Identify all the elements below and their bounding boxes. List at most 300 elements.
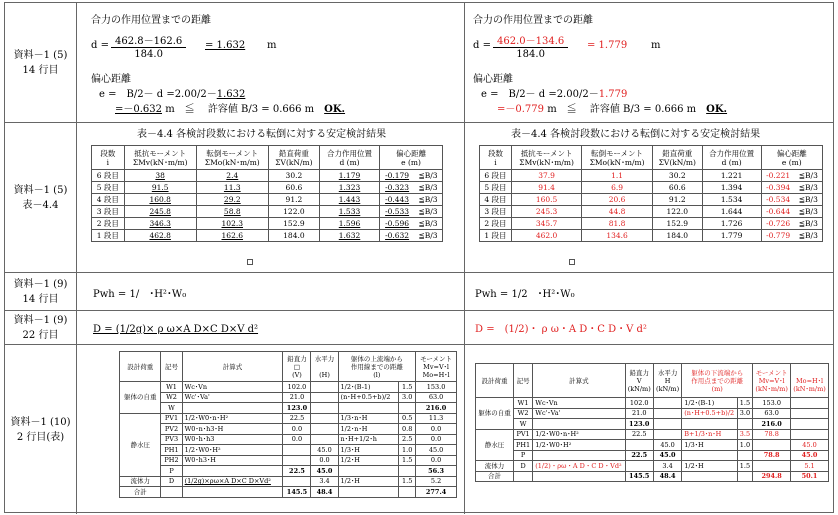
row-label: 資料－1 (9) 22 行目 — [5, 311, 77, 344]
table-cell: 3 段目 — [480, 206, 512, 218]
table-cell: 160.5 — [511, 194, 581, 206]
table-cell — [533, 450, 625, 461]
table-cell: 1/2･H — [338, 455, 399, 466]
table-cell — [753, 440, 791, 451]
e-formula: e = B/2－ d =2.00/2－1.779 — [481, 89, 628, 100]
table-cell: 81.8 — [582, 218, 653, 230]
table-cell: ≦B/3 — [795, 182, 823, 194]
table-cell: 122.0 — [652, 206, 702, 218]
table-cell: (n･H+0.5+b)/2 — [338, 392, 399, 403]
table-cell — [283, 455, 311, 466]
table-cell — [533, 419, 625, 430]
table-cell: 60.6 — [268, 182, 319, 194]
e-formula: e = B/2－ d =2.00/2－1.632 — [99, 89, 246, 100]
table-row — [476, 398, 829, 409]
e-result: =－0.779 m ≦ 許容値 B/3 = 0.666 m OK. — [497, 104, 728, 115]
table-cell — [311, 424, 338, 435]
table-cell — [625, 461, 653, 472]
table-cell: 45.0 — [311, 466, 338, 477]
table-cell: 152.9 — [268, 218, 319, 230]
column-header: 抵抗モーメント ΣMv(kN･m/m) — [124, 146, 196, 170]
table-cell: W0･h･h3 — [182, 434, 283, 445]
table-cell — [311, 392, 338, 403]
table-cell: 22.5 — [625, 450, 653, 461]
table-cell: 245.8 — [124, 206, 196, 218]
group-cell: 静水圧 — [476, 429, 514, 461]
table-cell: ≦B/3 — [414, 170, 442, 182]
table-cell — [182, 487, 283, 498]
table-cell — [182, 466, 283, 477]
table-cell: 3.4 — [653, 461, 681, 472]
table-cell: 38 — [124, 170, 196, 182]
table-cell: 160.8 — [124, 194, 196, 206]
header-row — [480, 146, 823, 170]
table-cell: ≦B/3 — [795, 194, 823, 206]
table-row — [120, 413, 457, 424]
table-cell: W — [513, 419, 532, 430]
table-cell: 45.0 — [791, 440, 829, 451]
d-label: d = — [91, 40, 109, 51]
table-cell: 60.6 — [652, 182, 702, 194]
table-cell — [682, 419, 737, 430]
table-cell: ≦B/3 — [414, 230, 442, 242]
table-cell: (n･H+0.5+b)/2 — [682, 408, 737, 419]
table-cell: 1/2･(B-1) — [338, 382, 399, 393]
table-cell: 102.3 — [196, 218, 268, 230]
table-row — [476, 461, 829, 472]
table-cell: 3 段目 — [92, 206, 125, 218]
column-header: 鉛直力 □ (V) — [283, 352, 311, 382]
table-cell — [653, 429, 681, 440]
table-cell: B+1/3･n･H — [682, 429, 737, 440]
left-cell — [77, 123, 465, 272]
table-cell — [182, 403, 283, 414]
table-cell: 1/2･W0･H² — [182, 445, 283, 456]
pwh-formula: Pwh = 1/2 ･H²･W₀ — [475, 289, 575, 300]
table-cell: P — [161, 466, 182, 477]
column-header: 水平力 (H) — [311, 352, 338, 382]
header-row — [120, 352, 457, 382]
left-cell — [77, 311, 465, 344]
table-cell: PH1 — [161, 445, 182, 456]
table-cell: W0･n･h3･H — [182, 424, 283, 435]
table-cell: 0.0 — [311, 455, 338, 466]
table-cell: 1.779 — [702, 230, 761, 242]
table-cell: ≦B/3 — [414, 194, 442, 206]
table-cell: 1.533 — [319, 206, 379, 218]
table-cell: -0.394 — [761, 182, 795, 194]
table-cell: 153.0 — [416, 382, 457, 393]
table-cell: P — [513, 450, 532, 461]
table-cell: 1.179 — [319, 170, 379, 182]
column-header: 記号 — [161, 352, 182, 382]
table-cell — [791, 419, 829, 430]
table-cell — [737, 471, 753, 482]
left-cell — [77, 3, 465, 122]
table-cell: 1.5 — [399, 455, 416, 466]
row-pwh — [5, 273, 833, 311]
table-cell: 45.0 — [416, 445, 457, 456]
table-cell: PV3 — [161, 434, 182, 445]
table-cell: 1/2･H — [338, 476, 399, 487]
table-cell: 184.0 — [652, 230, 702, 242]
group-cell: 躯体の自重 — [120, 382, 161, 414]
table-row — [120, 487, 457, 498]
table-row — [476, 471, 829, 482]
column-header: 合力作用位置 d (m) — [702, 146, 761, 170]
table-row — [92, 170, 443, 182]
column-header: 合力作用位置 d (m) — [319, 146, 379, 170]
table-cell: 122.0 — [268, 206, 319, 218]
table-cell: 21.0 — [283, 392, 311, 403]
table-cell: 1/2･H — [682, 461, 737, 472]
table-cell: W1 — [513, 398, 532, 409]
table-cell: 1.596 — [319, 218, 379, 230]
right-cell — [465, 273, 835, 310]
column-header: 抵抗モーメント ΣMv(kN･m/m) — [511, 146, 581, 170]
group-cell: 静水圧 — [120, 413, 161, 476]
column-header: 偏心距離 e (m) — [380, 146, 443, 170]
table-cell: 145.5 — [625, 471, 653, 482]
table-cell: 11.3 — [196, 182, 268, 194]
load-table — [119, 351, 457, 498]
table-cell: 0.0 — [283, 434, 311, 445]
table-cell: 0.5 — [399, 413, 416, 424]
row-label: 資料－1 (10) 2 行目(表) — [5, 345, 77, 514]
table-row — [92, 230, 443, 242]
table-cell: 合計 — [120, 487, 161, 498]
table-row — [480, 206, 823, 218]
table-cell — [311, 403, 338, 414]
table-cell: 63.0 — [753, 408, 791, 419]
table-cell: 1/2･n･H — [338, 424, 399, 435]
column-header: モーメント Mv=V･l Mo=H･l — [416, 352, 457, 382]
table-cell: 5.2 — [416, 476, 457, 487]
table-cell: PV2 — [161, 424, 182, 435]
table-cell: 1/2･(B-1) — [682, 398, 737, 409]
row-center-of-force — [5, 3, 833, 123]
row-table-4-4 — [5, 123, 833, 273]
table-cell: 1.0 — [399, 445, 416, 456]
table-cell: 1.1 — [582, 170, 653, 182]
table-cell: 1.0 — [737, 440, 753, 451]
right-cell — [465, 345, 835, 514]
table-cell: D — [513, 461, 532, 472]
table-cell: ≦B/3 — [795, 206, 823, 218]
right-cell — [465, 3, 835, 122]
section-title: 合力の作用位置までの距離 — [91, 15, 211, 26]
table-cell — [653, 398, 681, 409]
table-row — [480, 218, 823, 230]
table-cell — [338, 403, 399, 414]
table-cell: 56.3 — [416, 466, 457, 477]
table-cell — [283, 476, 311, 487]
row-label: 資料－1 (5) 14 行目 — [5, 3, 77, 122]
table-cell: -0.221 — [761, 170, 795, 182]
row-label: 資料－1 (9) 14 行目 — [5, 273, 77, 310]
table-cell — [338, 487, 399, 498]
table-cell: ≦B/3 — [795, 218, 823, 230]
fluid-formula: D = (1/2)・ ρ ω・A D・C D・V d² — [475, 324, 647, 335]
table-cell: 5 段目 — [92, 182, 125, 194]
table-cell: 91.2 — [652, 194, 702, 206]
table-cell: Wc･Vn — [533, 398, 625, 409]
table-cell: 3.5 — [737, 429, 753, 440]
table-cell: 1.644 — [702, 206, 761, 218]
column-header: モーメント Mv=V･l (kN･m/m) — [753, 364, 791, 398]
table-cell: 22.5 — [283, 413, 311, 424]
table-cell: -0.779 — [761, 230, 795, 242]
table-cell: 123.0 — [625, 419, 653, 430]
table-cell: 1/2･W0･n･H² — [533, 429, 625, 440]
column-header: 計算式 — [533, 364, 625, 398]
table-cell: 1.5 — [399, 476, 416, 487]
table-cell: 流体力 — [476, 461, 514, 472]
table-cell: PV1 — [513, 429, 532, 440]
table-cell — [682, 471, 737, 482]
table-row — [120, 466, 457, 477]
table-cell: PH1 — [513, 440, 532, 451]
table-cell: -0.533 — [380, 206, 414, 218]
column-header: 設計荷重 — [476, 364, 514, 398]
table-cell: W2 — [161, 392, 182, 403]
column-header: 記号 — [513, 364, 532, 398]
table-row — [480, 170, 823, 182]
table-row — [476, 450, 829, 461]
column-header: 偏心距離 e (m) — [761, 146, 822, 170]
pwh-formula: Pwh = 1/ ･H²･W₀ — [93, 289, 187, 300]
table-cell: 4 段目 — [480, 194, 512, 206]
table-cell: (1/2g)×ρω×A D×C D×Vd² — [182, 476, 283, 487]
table-cell: 1/2･W0･n･H² — [182, 413, 283, 424]
right-cell — [465, 123, 835, 272]
table-cell: Wc'･Va' — [533, 408, 625, 419]
table-cell: 22.5 — [283, 466, 311, 477]
table-cell — [625, 440, 653, 451]
table-cell: 78.8 — [753, 429, 791, 440]
table-row — [476, 419, 829, 430]
column-header: 転倒モーメント ΣMo(kN･m/m) — [582, 146, 653, 170]
fraction: $\frac{462.8-162.6}{184.0}$ — [111, 32, 186, 60]
section-title: 合力の作用位置までの距離 — [473, 15, 593, 26]
table-cell: Wc'･Va' — [182, 392, 283, 403]
table-cell — [682, 450, 737, 461]
table-cell: ≦B/3 — [795, 170, 823, 182]
table-cell: ≦B/3 — [414, 218, 442, 230]
row-load-table — [5, 345, 833, 514]
table-cell: 0.0 — [416, 434, 457, 445]
table-cell: 0.0 — [283, 424, 311, 435]
table-cell: 3.0 — [737, 408, 753, 419]
table-cell — [737, 419, 753, 430]
column-header: 段数 i — [480, 146, 512, 170]
column-header: 設計荷重 — [120, 352, 161, 382]
table-cell: 6 段目 — [92, 170, 125, 182]
table-cell — [791, 398, 829, 409]
table-cell — [311, 382, 338, 393]
table-cell: 134.6 — [582, 230, 653, 242]
row-fluid-force — [5, 311, 833, 345]
table-cell: 1/3･H — [682, 440, 737, 451]
column-header: 転倒モーメント ΣMo(kN･m/m) — [196, 146, 268, 170]
table-cell: 184.0 — [268, 230, 319, 242]
table-cell: PV1 — [161, 413, 182, 424]
table-row — [120, 445, 457, 456]
fluid-formula: D = (1/2g)× ρ ω×A D×C D×V d² — [93, 324, 259, 335]
table-cell: ≦B/3 — [795, 230, 823, 242]
left-cell — [77, 345, 465, 514]
table-cell: 102.0 — [625, 398, 653, 409]
table-cell: 11.3 — [416, 413, 457, 424]
stability-table — [91, 145, 443, 242]
table-row — [476, 440, 829, 451]
table-cell: 216.0 — [753, 419, 791, 430]
table-cell: 1.443 — [319, 194, 379, 206]
table-cell: 0.0 — [416, 455, 457, 466]
column-header: 水平力 H (kN/m) — [653, 364, 681, 398]
table-cell: 1.394 — [702, 182, 761, 194]
table-cell: -0.179 — [380, 170, 414, 182]
d-result: = 1.779 — [587, 40, 628, 51]
table-cell: -0.323 — [380, 182, 414, 194]
table-cell: 102.0 — [283, 382, 311, 393]
table-cell: 合計 — [476, 471, 514, 482]
table-cell — [161, 487, 182, 498]
table-row — [120, 434, 457, 445]
table-cell: W — [161, 403, 182, 414]
table-cell: 4 段目 — [92, 194, 125, 206]
table-title: 表－4.4 各検討段数における転倒に対する安定検討結果 — [511, 129, 761, 140]
table-cell: 462.8 — [124, 230, 196, 242]
table-cell: 45.0 — [653, 450, 681, 461]
table-cell: 58.8 — [196, 206, 268, 218]
table-row — [120, 403, 457, 414]
table-cell: 30.2 — [268, 170, 319, 182]
table-cell: 37.9 — [511, 170, 581, 182]
table-cell — [737, 450, 753, 461]
column-header: 鉛直荷重 ΣV(kN/m) — [652, 146, 702, 170]
stability-table — [479, 145, 823, 242]
table-cell: 462.0 — [511, 230, 581, 242]
table-cell — [791, 429, 829, 440]
table-cell: 245.3 — [511, 206, 581, 218]
table-row — [480, 194, 823, 206]
d-label: d = — [473, 40, 491, 51]
table-row — [120, 476, 457, 487]
ecc-title: 偏心距離 — [91, 74, 131, 85]
e-result: =－0.632 m ≦ 許容値 B/3 = 0.666 m OK. — [115, 104, 346, 115]
table-cell: 123.0 — [283, 403, 311, 414]
table-cell: ≦B/3 — [414, 182, 442, 194]
column-header: 躯体の上流端から 作用線までの距離 (l) — [338, 352, 416, 382]
table-cell — [399, 403, 416, 414]
table-cell: 2.5 — [399, 434, 416, 445]
table-cell: 1 段目 — [480, 230, 512, 242]
table-cell: 30.2 — [652, 170, 702, 182]
table-cell — [311, 413, 338, 424]
table-cell: 29.2 — [196, 194, 268, 206]
table-cell: 50.1 — [791, 471, 829, 482]
table-cell — [753, 461, 791, 472]
table-cell: 145.5 — [283, 487, 311, 498]
checkbox-icon — [247, 259, 253, 265]
table-cell: 216.0 — [416, 403, 457, 414]
table-cell — [311, 434, 338, 445]
table-cell: 3.0 — [399, 392, 416, 403]
table-cell: 1.5 — [737, 398, 753, 409]
group-cell: 躯体の自重 — [476, 398, 514, 430]
table-cell: -0.443 — [380, 194, 414, 206]
table-cell — [338, 466, 399, 477]
column-header: 躯体の下流端から 作用点までの距離 (m) — [682, 364, 753, 398]
table-cell: 1.632 — [319, 230, 379, 242]
column-header: 段数 i — [92, 146, 125, 170]
d-result: = 1.632 — [205, 40, 246, 51]
table-cell — [533, 471, 625, 482]
table-cell — [513, 471, 532, 482]
ecc-title: 偏心距離 — [473, 74, 513, 85]
table-row — [92, 218, 443, 230]
table-cell: 152.9 — [652, 218, 702, 230]
column-header: 計算式 — [182, 352, 283, 382]
table-cell: 20.6 — [582, 194, 653, 206]
table-row — [92, 194, 443, 206]
table-cell — [653, 408, 681, 419]
table-cell: 345.7 — [511, 218, 581, 230]
table-cell: 2 段目 — [92, 218, 125, 230]
table-cell: 162.6 — [196, 230, 268, 242]
table-cell: 91.2 — [268, 194, 319, 206]
table-cell: (1/2)・ρω・A D・C D・Vd² — [533, 461, 625, 472]
table-cell: W0･h3･H — [182, 455, 283, 466]
header-row — [476, 364, 829, 398]
table-cell: 6 段目 — [480, 170, 512, 182]
table-cell: 1.323 — [319, 182, 379, 194]
table-row — [120, 455, 457, 466]
table-cell — [399, 466, 416, 477]
table-row — [480, 182, 823, 194]
table-cell: -0.534 — [761, 194, 795, 206]
table-cell: -0.644 — [761, 206, 795, 218]
table-cell: 1.5 — [737, 461, 753, 472]
column-header: Mo=H･l (kN･m/m) — [791, 364, 829, 398]
table-cell — [653, 419, 681, 430]
table-row — [476, 429, 829, 440]
left-cell — [77, 273, 465, 310]
table-cell: 1.726 — [702, 218, 761, 230]
table-cell: 153.0 — [753, 398, 791, 409]
table-cell: 45.0 — [653, 440, 681, 451]
table-cell: 22.5 — [625, 429, 653, 440]
table-cell: 91.5 — [124, 182, 196, 194]
table-cell: 2.4 — [196, 170, 268, 182]
table-cell: 48.4 — [311, 487, 338, 498]
fraction: $\frac{462.0-134.6}{184.0}$ — [493, 32, 568, 60]
table-cell: 1.534 — [702, 194, 761, 206]
table-row — [92, 182, 443, 194]
table-cell: 21.0 — [625, 408, 653, 419]
table-cell: 1/3･H — [338, 445, 399, 456]
table-cell: 2 段目 — [480, 218, 512, 230]
table-cell: 346.3 — [124, 218, 196, 230]
table-row — [120, 392, 457, 403]
table-cell: 44.8 — [582, 206, 653, 218]
table-cell: W2 — [513, 408, 532, 419]
table-cell — [283, 445, 311, 456]
table-row — [120, 424, 457, 435]
table-cell: W1 — [161, 382, 182, 393]
table-cell: 5 段目 — [480, 182, 512, 194]
